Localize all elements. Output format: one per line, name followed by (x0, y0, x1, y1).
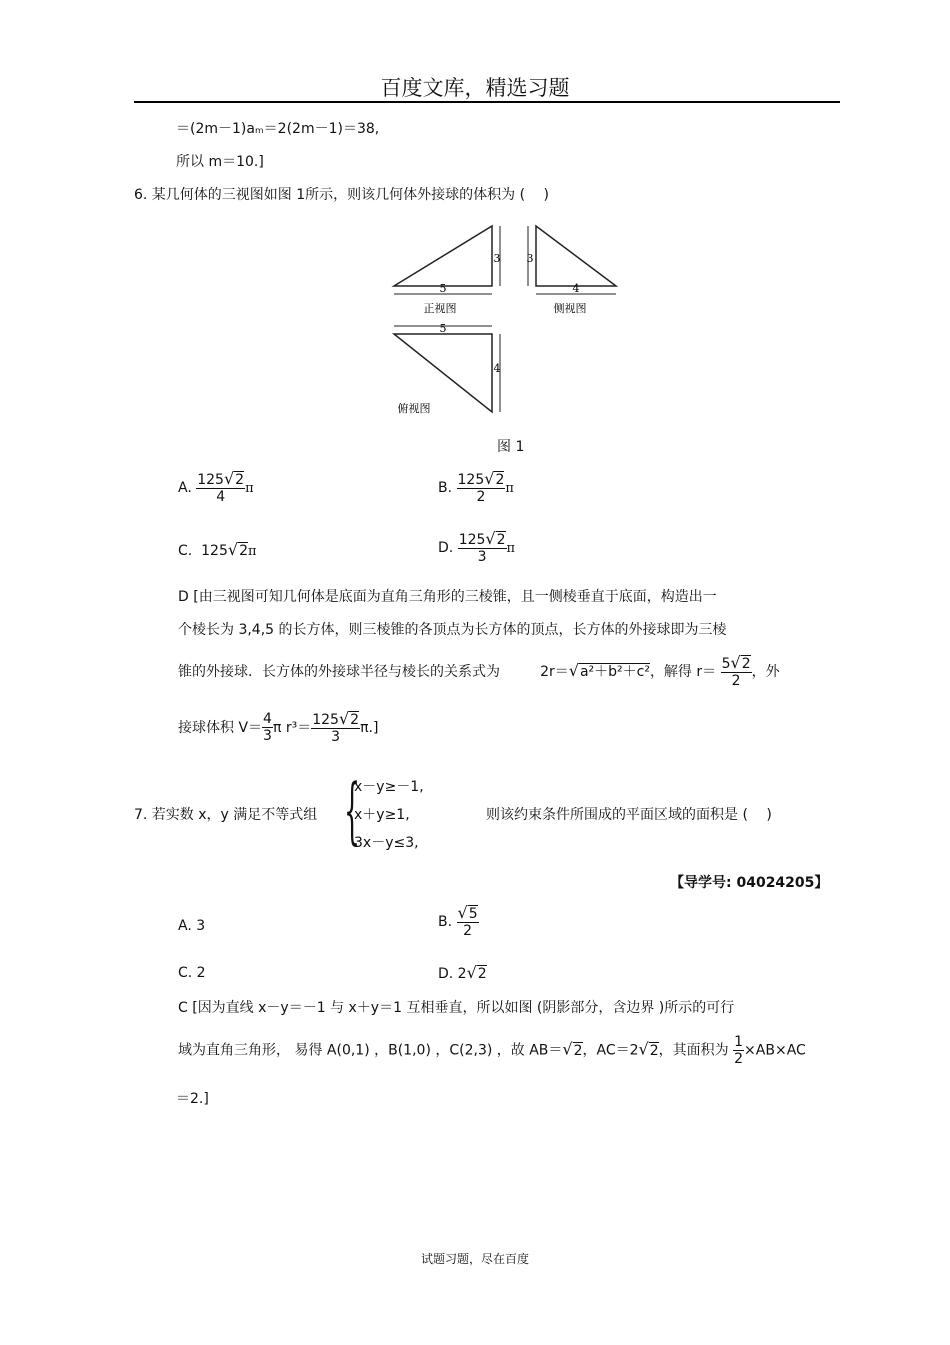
q7-answer-line-2: 域为直角三角形， 易得 A(0,1) ，B(1,0) ，C(2,3) ，故 AB＝√2，AC＝2√2，其面积为 $\frac{1}{2}$ ×AB×AC (178, 1034, 806, 1068)
q6-option-b: B. $\frac{125√2}{2}$ π (438, 469, 514, 506)
three-view-figure (380, 222, 630, 422)
top-dim-4: 4 (493, 362, 501, 375)
q6-answer-line-1: D [由三视图可知几何体是底面为直角三角形的三棱锥，且一侧棱垂直于底面，构造出一 (178, 589, 717, 605)
q7-system-eq-3: 3x－y≤3, (354, 835, 419, 851)
side-view-triangle (536, 226, 616, 286)
figure-caption: 图 1 (497, 439, 525, 455)
prev-answer-line-2: 所以 m＝10.] (176, 154, 264, 170)
q6-option-c: C. 125√2π (178, 540, 257, 559)
q7-system-eq-2: x＋y≥1, (354, 807, 410, 823)
q6-option-a: A. $\frac{125√2}{4}$ π (178, 469, 254, 506)
front-view-triangle (394, 226, 492, 286)
guide-number: 【导学号: 04024205】 (670, 875, 829, 891)
q7-stem-right: 则该约束条件所围成的平面区域的面积是 ( ) (486, 807, 772, 823)
side-dim-4: 4 (572, 282, 580, 295)
q6-option-d: D. $\frac{125√2}{3}$ π (438, 529, 516, 566)
front-dim-3: 3 (493, 252, 501, 265)
q6-stem: 6. 某几何体的三视图如图 1所示，则该几何体外接球的体积为 ( ) (134, 187, 549, 203)
q6-answer-line-4: 接球体积 V＝ $\frac{4}{3}$ π r³＝ $\frac{125√2}{3}$ π.] (178, 709, 379, 746)
q7-answer-line-3: ＝2.] (176, 1091, 209, 1107)
header-rule (134, 101, 840, 103)
q7-option-c: C. 2 (178, 965, 206, 981)
q6-answer-line-2: 个棱长为 3,4,5 的长方体，则三棱锥的各顶点为长方体的顶点，长方体的外接球即为三棱 (178, 622, 727, 638)
q7-answer-line-1: C [因为直线 x－y＝－1 与 x＋y＝1 互相垂直，所以如图 (阴影部分，含边界 )所示的可行 (178, 1000, 735, 1016)
q7-option-a: A. 3 (178, 918, 206, 934)
prev-answer-line-1: ＝(2m－1)aₘ＝2(2m－1)＝38, (176, 121, 380, 137)
system-brace: { (344, 768, 361, 852)
q7-option-b: B. $\frac{√5}{2}$ (438, 903, 478, 940)
q7-stem-left: 7. 若实数 x，y 满足不等式组 (134, 807, 318, 823)
top-view-triangle (394, 334, 492, 412)
front-dim-5: 5 (439, 282, 447, 295)
front-view-label: 正视图 (423, 302, 457, 315)
page-footer: 试题习题，尽在百度 (420, 1252, 529, 1266)
top-view-label: 俯视图 (397, 402, 431, 415)
side-view-label: 侧视图 (553, 302, 587, 315)
side-dim-3: 3 (526, 252, 534, 265)
q6-answer-line-3: 锥的外接球．长方体的外接球半径与棱长的关系式为 2r＝√a²＋b²＋c²，解得 r＝ $\frac{5√2}{2}$ ，外 (178, 653, 780, 690)
page-header-title: 百度文库，精选习题 (380, 76, 570, 100)
q7-system-eq-1: x－y≥－1, (354, 779, 424, 795)
top-dim-5: 5 (439, 322, 447, 335)
q7-option-d: D. 2√2 (438, 963, 487, 982)
